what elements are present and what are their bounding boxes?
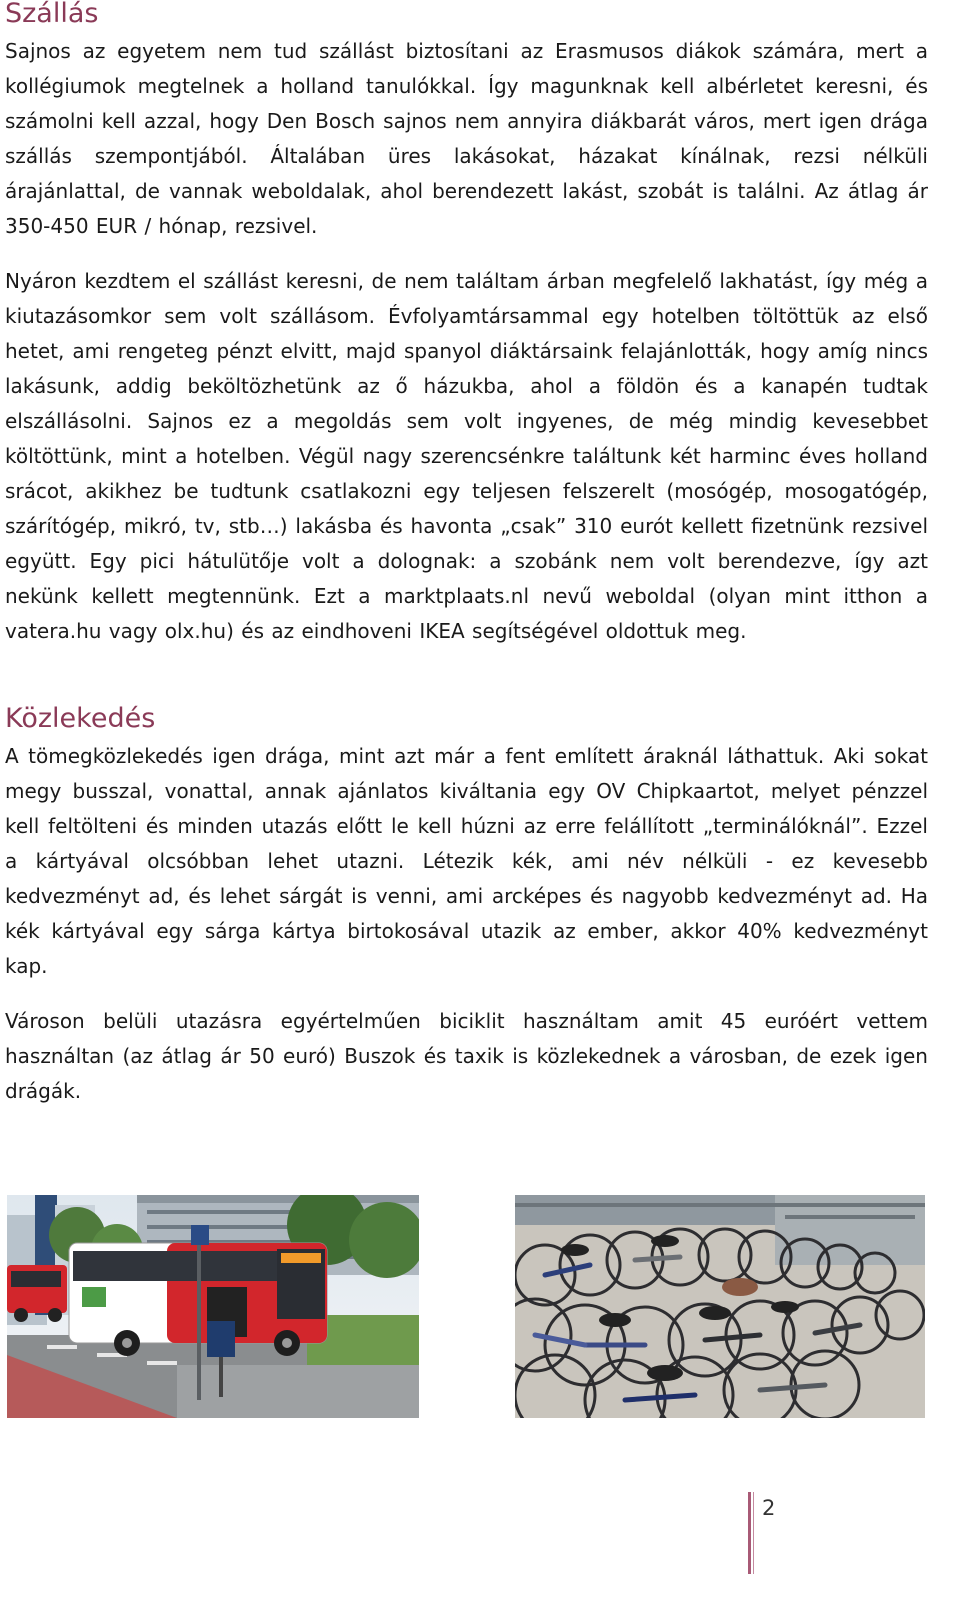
bicycles-photo (515, 1195, 925, 1418)
page-number: 2 (762, 1496, 776, 1520)
paragraph-szallas-2: Nyáron kezdtem el szállást keresni, de nem találtam árban megfelelő lakhatást, így még a kiutazásomkor sem volt szállásom. Évfolyamtársammal egy hotelben töltöttük az első hetet, ami rengeteg pénzt elvitt, majd spanyol diáktársaink felajánlották, hogy amíg nincs lakásunk, addig beköltözhetünk az ő házukba, ahol a földön és a kanapén tudtak elszállásolni. Sajnos ez a megoldás sem volt ingyenes, de még mindig kevesebbet költöttünk, mint a hotelben. Végül nagy szerencsénkre találtunk két harminc éves holland srácot, akikhez be tudtunk csatlakozni egy teljesen felszerelt (mosógép, mosogatógép, szárítógép, mikró, tv, stb…) lakásba és havonta „csak” 310 eurót kellett fizetnünk rezsivel együtt. Egy pici hátulütője volt a dolognak: a szobánk nem volt berendezve, így azt nekünk kellett megtennünk. Ezt a marktplaats.nl nevű weboldal (olyan mint itthon a vatera.hu vagy olx.hu) és az eindhoveni IKEA segítségével oldottuk meg. (5, 269, 928, 643)
paragraph-szallas-1: Sajnos az egyetem nem tud szállást biztosítani az Erasmusos diákok számára, mert a kollégiumok megtelnek a holland tanulókkal. Így magunknak kell albérletet keresni, és számolni kell azzal, hogy Den Bosch sajnos nem annyira diákbarát város, mert igen drága szállás szempontjából. Általában üres lakásokat, házakat kínálnak, rezsi nélküli árajánlattal, de vannak weboldalak, ahol berendezett lakást, szobát is találni. Az átlag ár 350-450 EUR / hónap, rezsivel. (5, 39, 928, 238)
bus-photo (7, 1195, 419, 1418)
bus-illustration (7, 1195, 419, 1418)
paragraph-kozlekedes-2: Városon belüli utazásra egyértelműen biciklit használtam amit 45 euróért vettem használtan (az átlag ár 50 euró) Buszok és taxik is közlekednek a városban, de ezek igen drágák. (5, 1009, 928, 1103)
bicycles-illustration (515, 1195, 925, 1418)
photo-row (7, 1195, 927, 1418)
footer-rule (748, 1492, 751, 1574)
page-footer (748, 1492, 808, 1574)
section-heading-kozlekedes: Közlekedés (5, 703, 156, 734)
document-page (5, 0, 928, 1109)
footer-rule-thin (753, 1492, 754, 1574)
paragraph-kozlekedes-1: A tömegközlekedés igen drága, mint azt már a fent említett áraknál láthattuk. Aki sokat megy busszal, vonattal, annak ajánlatos kiváltania egy OV Chipkaartot, melyet pénzzel kell feltölteni és minden utazás előtt le kell húzni az erre felállított „terminálóknál”. Ezzel a kártyával olcsóbban lehet utazni. Létezik kék, ami név nélküli - ez kevesebb kedvezményt ad, és lehet sárgát is venni, ami arcképes és nagyobb kedvezményt ad. Ha kék kártyával egy sárga kártya birtokosával utazik az ember, akkor 40% kedvezményt kap. (5, 744, 928, 978)
section-heading-szallas: Szállás (5, 0, 99, 29)
